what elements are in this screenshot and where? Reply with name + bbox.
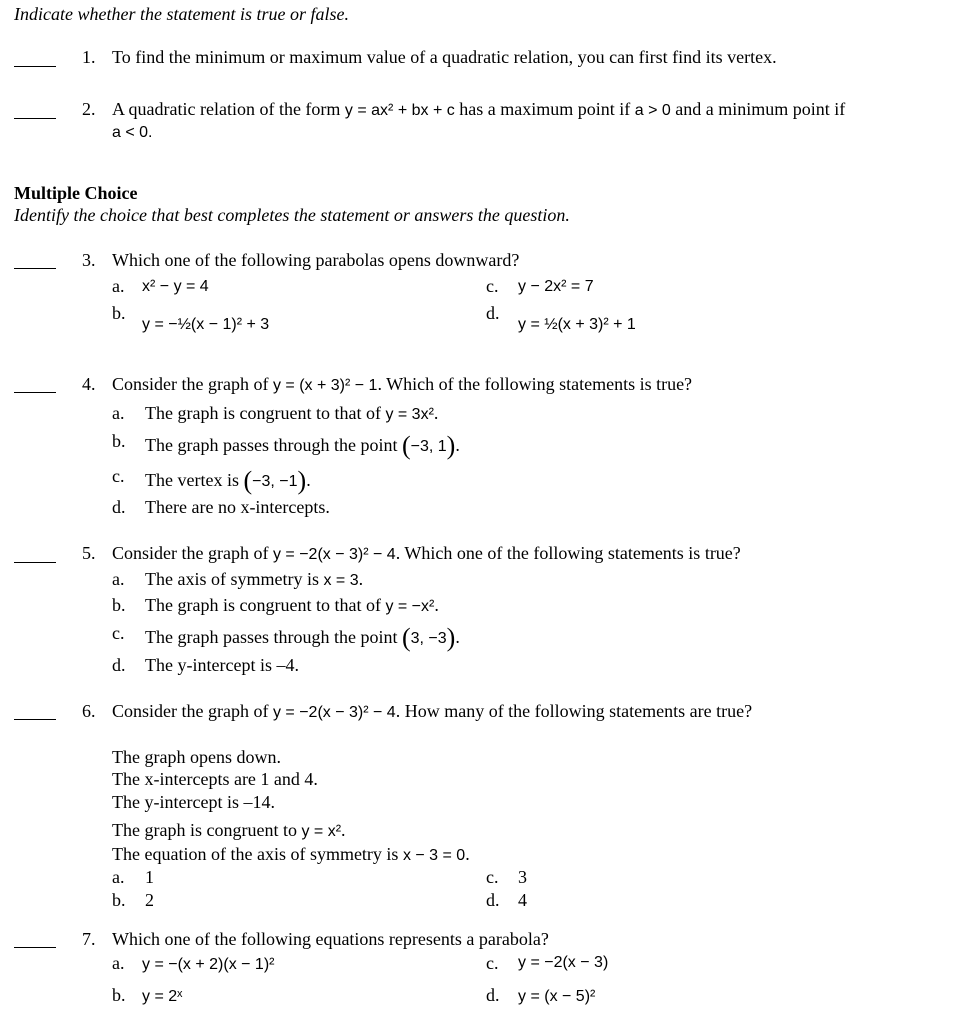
q6-s5-eq: x − 3 = 0	[402, 847, 466, 864]
question-number-2: 2.	[82, 99, 96, 119]
q4-choice-a[interactable]: The graph is congruent to that of y = 3x².	[145, 403, 439, 423]
q4-stem-a: Consider the graph of	[112, 374, 269, 394]
q7-choice-a[interactable]: y = −(x + 2)(x − 1)²	[142, 956, 275, 973]
q7-choice-d[interactable]: y = (x − 5)²	[518, 988, 596, 1005]
q5-b-text: The graph is congruent to that of	[145, 595, 381, 615]
q6-statement-3: The y-intercept is –14.	[112, 792, 275, 812]
q5-equation: y = −2(x − 3)² − 4	[272, 546, 396, 563]
q5-label-d: d.	[112, 655, 126, 675]
q5-label-c: c.	[112, 623, 125, 643]
q4-c-text: The vertex is	[145, 470, 239, 490]
q3-label-a: a.	[112, 276, 125, 296]
q7-choice-b[interactable]: y = 2ˣ	[142, 988, 183, 1005]
mc-instruction: Identify the choice that best completes the statement or answers the question.	[14, 205, 570, 225]
q6-s4-text: The graph is congruent to	[112, 820, 297, 840]
q6-label-a: a.	[112, 867, 125, 887]
answer-blank-1[interactable]	[14, 66, 56, 67]
q4-label-b: b.	[112, 431, 126, 451]
q4-choice-b[interactable]: The graph passes through the point (−3, 1).	[145, 431, 460, 460]
q6-s4-eq: y = x²	[301, 823, 342, 840]
q4-a-text: The graph is congruent to that of	[145, 403, 381, 423]
q3-choice-c[interactable]: y − 2x² = 7	[518, 278, 594, 295]
answer-blank-4[interactable]	[14, 392, 56, 393]
q6-label-b: b.	[112, 890, 126, 910]
answer-blank-6[interactable]	[14, 719, 56, 720]
question-7-stem: Which one of the following equations represents a parabola?	[112, 929, 549, 949]
q4-stem-b: . Which of the following statements is true?	[377, 374, 693, 394]
q7-choice-c[interactable]: y = −2(x − 3)	[518, 954, 609, 971]
question-6-stem	[112, 701, 752, 722]
q6-statement-1: The graph opens down.	[112, 747, 281, 767]
answer-blank-7[interactable]	[14, 947, 56, 948]
q6-choice-c[interactable]: 3	[518, 867, 527, 887]
q7-label-a: a.	[112, 953, 125, 973]
q2-cond1: a > 0	[634, 102, 671, 119]
q5-choice-b[interactable]: The graph is congruent to that of y = −x².	[145, 595, 439, 615]
q4-equation: y = (x + 3)² − 1	[272, 377, 378, 394]
q6-statement-5: The equation of the axis of symmetry is x − 3 = 0.	[112, 844, 470, 864]
question-number-6: 6.	[82, 701, 96, 721]
q4-a-eq: y = 3x²	[385, 406, 434, 423]
q2-text-c: and a minimum point if	[675, 99, 846, 119]
q6-equation: y = −2(x − 3)² − 4	[272, 704, 396, 721]
mc-heading: Multiple Choice	[14, 183, 138, 203]
q6-choice-a[interactable]: 1	[145, 867, 154, 887]
q6-choice-d[interactable]: 4	[518, 890, 527, 910]
q4-b-text: The graph passes through the point	[145, 435, 398, 455]
q6-choice-b[interactable]: 2	[145, 890, 154, 910]
question-4-stem	[112, 374, 692, 395]
q5-stem-a: Consider the graph of	[112, 543, 269, 563]
question-2-line1	[112, 99, 845, 120]
q3-label-d: d.	[486, 303, 500, 323]
q7-label-d: d.	[486, 985, 500, 1005]
q6-label-c: c.	[486, 867, 499, 887]
q5-a-text: The axis of symmetry is	[145, 569, 319, 589]
question-number-1: 1.	[82, 47, 96, 67]
q5-c-point: 3, −3	[410, 630, 447, 647]
question-number-7: 7.	[82, 929, 96, 949]
q6-stem-a: Consider the graph of	[112, 701, 269, 721]
question-number-4: 4.	[82, 374, 96, 394]
q5-choice-c[interactable]: The graph passes through the point (3, −3).	[145, 623, 460, 652]
q3-label-c: c.	[486, 276, 499, 296]
question-number-3: 3.	[82, 250, 96, 270]
q5-choice-a[interactable]: The axis of symmetry is x = 3.	[145, 569, 364, 589]
q3-label-b: b.	[112, 303, 126, 323]
q3-choice-b[interactable]: y = −½(x − 1)² + 3	[142, 316, 270, 333]
q7-label-b: b.	[112, 985, 126, 1005]
q2-cond2: a < 0.	[112, 124, 153, 141]
q6-statement-4: The graph is congruent to y = x².	[112, 820, 346, 840]
q5-label-b: b.	[112, 595, 126, 615]
question-1-text: To find the minimum or maximum value of a quadratic relation, you can first find its vertex.	[112, 47, 777, 67]
q4-label-c: c.	[112, 466, 125, 486]
q4-choice-d[interactable]: There are no x-intercepts.	[145, 497, 330, 517]
question-5-stem	[112, 543, 741, 564]
q4-label-a: a.	[112, 403, 125, 423]
q4-c-point: −3, −1	[252, 473, 298, 490]
q2-text-a: A quadratic relation of the form	[112, 99, 341, 119]
q6-label-d: d.	[486, 890, 500, 910]
q6-s5-text: The equation of the axis of symmetry is	[112, 844, 399, 864]
answer-blank-3[interactable]	[14, 268, 56, 269]
q5-c-text: The graph passes through the point	[145, 627, 398, 647]
q4-choice-c[interactable]: The vertex is (−3, −1).	[145, 466, 311, 495]
q2-text-b: has a maximum point if	[459, 99, 631, 119]
q5-stem-b: . Which one of the following statements is true?	[395, 543, 741, 563]
q6-statement-2: The x-intercepts are 1 and 4.	[112, 769, 318, 789]
q7-label-c: c.	[486, 953, 499, 973]
q4-label-d: d.	[112, 497, 126, 517]
question-number-5: 5.	[82, 543, 96, 563]
q5-a-eq: x = 3	[323, 572, 359, 589]
q3-choice-a[interactable]: x² − y = 4	[142, 278, 209, 295]
answer-blank-2[interactable]	[14, 118, 56, 119]
q4-b-point: −3, 1	[410, 438, 447, 455]
q2-equation: y = ax² + bx + c	[344, 102, 455, 119]
tf-instruction: Indicate whether the statement is true or false.	[14, 4, 349, 24]
q5-choice-d[interactable]: The y-intercept is –4.	[145, 655, 299, 675]
answer-blank-5[interactable]	[14, 562, 56, 563]
q6-stem-b: . How many of the following statements are true?	[395, 701, 753, 721]
q5-label-a: a.	[112, 569, 125, 589]
q3-choice-d[interactable]: y = ½(x + 3)² + 1	[518, 316, 636, 333]
question-3-stem: Which one of the following parabolas opens downward?	[112, 250, 520, 270]
q5-b-eq: y = −x²	[385, 598, 435, 615]
